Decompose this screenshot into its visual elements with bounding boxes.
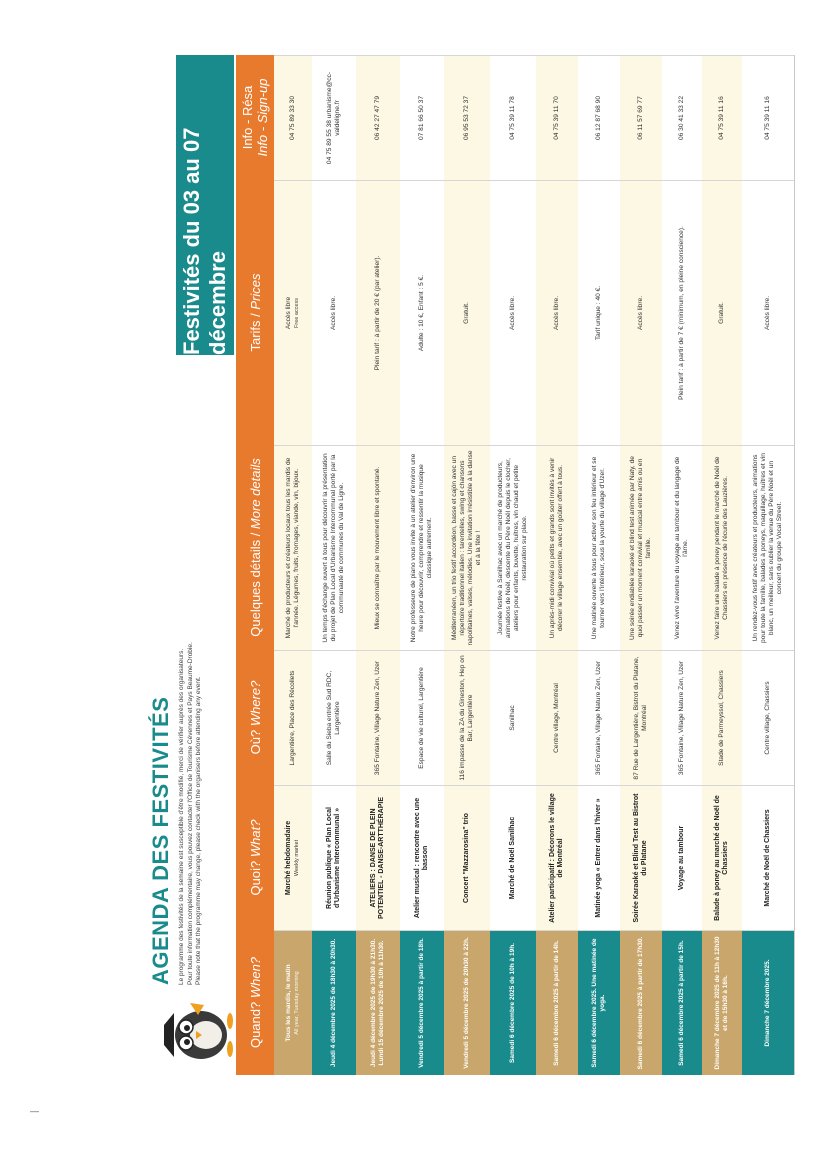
cell-what-text: Marché de Noël Sanilhac (508, 816, 516, 900)
cell-where-text: Espace de vie culturel, Largentière (417, 667, 425, 769)
cell-where-text: Centre village, Montréal (552, 683, 560, 753)
cell-details (356, 445, 400, 650)
cell-price-text: Accès libre. (329, 295, 337, 331)
cell-where-text: 87 Rue de Largentière, Bistrot du Platane, Montréal (632, 656, 648, 780)
cell-when (312, 930, 356, 1075)
cell-price (620, 180, 662, 445)
cell-what-text: Voyage au tambour (677, 825, 685, 891)
cell-details-text: Méditerranéen, un trio festif accordéon, basse et cajón avec un répertoire traditionnel italien : tarentelles, swing et chansons napolitaines, valses, mélodies. Une invitation irrésistible à la danse et à la fête ! (450, 450, 483, 646)
cell-where (312, 650, 356, 785)
cell-what-text: Soirée Karaoké et Blind Test au Bistrot du Platane (632, 793, 648, 923)
cell-when (620, 930, 662, 1075)
cell-price (536, 180, 578, 445)
cell-when-text: Jeudi 4 décembre 2025 de 18h30 à 20h30. (329, 938, 337, 1068)
cell-when (536, 930, 578, 1075)
mascot-logo (146, 995, 236, 1075)
cell-price (356, 180, 400, 445)
cell-what-text: Réunion publique « Plan Local d'Urbanisme Intercommunal » (325, 807, 341, 909)
cell-when-text: Dimanche 7 décembre 2025. (763, 959, 771, 1047)
cell-info-text: 04 75 89 55 38 urbanisme@cc-valdeligne.fr (325, 71, 341, 165)
cell-what-text: Marché de Noël de Chassiers (763, 809, 771, 907)
col-what-header: Quoi? What? (236, 785, 274, 930)
cell-info (702, 55, 742, 180)
cell-details (444, 445, 490, 650)
cell-info-text: 04 75 39 11 16 (717, 96, 725, 140)
cell-where-text: Centre village, Chassiers (763, 681, 771, 755)
cell-what (312, 785, 356, 930)
cell-details (536, 445, 578, 650)
cell-price-text: Tarif unique : 40 €. (594, 285, 602, 341)
cell-when (356, 930, 400, 1075)
cell-what-subtext: Weekly market (294, 839, 300, 877)
cell-where (356, 650, 400, 785)
cell-price-subtext: Free access (294, 298, 300, 328)
page-mark: — (30, 1106, 39, 1116)
agenda-title: AGENDA DES FESTIVITÉS (148, 696, 173, 985)
cell-when-text: Tous les mardis, le matin (284, 964, 292, 1042)
cell-details-text: Une matinée ouverte à tous pour activer son feu intérieur et se tourner vers l'intérieur, sous la yourte du village d'Uzer. (590, 456, 606, 640)
cell-what (702, 785, 742, 930)
cell-where (742, 650, 794, 785)
cell-what (620, 785, 662, 930)
cell-where-text: Salle du Sieba entrée Sud RDC, Largentière (325, 670, 341, 766)
cell-where-text: Sanilhac (508, 705, 516, 731)
cell-when (578, 930, 620, 1075)
cell-price (578, 180, 620, 445)
cell-info (578, 55, 620, 180)
cell-when (400, 930, 444, 1075)
cell-where-text: 365 Fontaine, Village Nature Zen, Uzer (677, 660, 685, 776)
table-row (356, 55, 401, 1075)
cell-what (742, 785, 794, 930)
cell-price (662, 180, 702, 445)
cell-info-text: 04 75 39 11 16 (763, 96, 771, 140)
cell-info (490, 55, 536, 180)
cell-what-text: Concert "Mazzarosina" trio (462, 813, 470, 903)
table-row (490, 55, 537, 1075)
cell-when-text: Vendredi 5 décembre 2025 de 20h30 à 22h. (462, 937, 470, 1069)
cell-info-text: 06 11 57 69 77 (636, 96, 644, 140)
cell-when-text: Samedi 6 décembre 2025 à partir de 15h. (677, 940, 685, 1066)
cell-what-text: Marché hebdomadaire (284, 820, 292, 896)
cell-when-text: Samedi 6 décembre 2025 de 10h à 19h. (508, 943, 516, 1063)
cell-info-text: 06 30 41 33 22 (677, 96, 685, 140)
table-row (536, 55, 579, 1075)
col-details-header: Quelques détails / More details (236, 445, 274, 650)
col-prices-header: Tarifs / Prices (236, 180, 274, 445)
cell-where (536, 650, 578, 785)
cell-where-text: Largentière, Place des Récollets (288, 670, 296, 766)
col-info-header: Info - Résa Info - Sign-up (236, 55, 274, 180)
cell-what (490, 785, 536, 930)
cell-details (742, 445, 794, 650)
cell-what-text: ATELIERS : DANSE DE PLEIN POTENTIEL - DANSE-ARTTHÉRAPIE (369, 797, 385, 919)
cell-what-text: Atelier musical : rencontre avec une basson (413, 797, 429, 919)
cell-where-text: 365 Fontaine, Village Nature Zen, Uzer (373, 660, 381, 776)
col-when-header: Quand? When? (236, 930, 274, 1075)
cell-info (742, 55, 794, 180)
cell-details (578, 445, 620, 650)
cell-info (274, 55, 312, 180)
cell-what (356, 785, 400, 930)
cell-price-text: Gratuit. (717, 302, 725, 324)
cell-when (274, 930, 312, 1075)
cell-what-text: Matinée yoga « Entrer dans l'hiver » (594, 798, 602, 918)
cell-where (400, 650, 444, 785)
cell-details-text: Venez vivre l'aventure du voyage au tambour et du langage de l'âme. (673, 456, 689, 640)
cell-where (702, 650, 742, 785)
cell-info (400, 55, 444, 180)
intro-line: Please note that the programme may change, please check with the organisers before attending any event. (195, 676, 202, 985)
cell-what-text: Atelier participatif : Décorons le village de Montréal (548, 793, 564, 923)
cell-where (578, 650, 620, 785)
cell-details (620, 445, 662, 650)
cell-info-text: 06 42 27 47 79 (373, 96, 381, 140)
cell-info-text: 07 81 66 50 37 (417, 96, 425, 140)
cell-details-text: Un temps d'échange ouvert à tous pour découvrir la présentation du projet de Plan Local d'Urbanisme Intercommunal porté par la communauté de communes du Val de Ligne. (321, 453, 346, 643)
cell-price (702, 180, 742, 445)
cell-info-text: 04 75 39 11 70 (552, 96, 560, 140)
cell-info-text: 06 12 87 68 90 (594, 96, 602, 140)
table-row (702, 55, 743, 1075)
table-row (444, 55, 491, 1075)
intro-line: Pour toute information complémentaire, vous pouvez contacter l'Office de Tourisme Cévennes et Pays Beaume-Drobie. (186, 642, 194, 985)
table-row (620, 55, 663, 1075)
cell-details (274, 445, 312, 650)
cell-what-text: Balade à poney au marché de Noël de Chassiers (713, 795, 729, 921)
cell-when (742, 930, 794, 1075)
cell-what (662, 785, 702, 930)
cell-info (620, 55, 662, 180)
cell-when-text: Samedi 6 décembre 2025 à partir de 14h. (552, 940, 560, 1066)
cell-when-subtext: All year, Tuesday morning (294, 971, 300, 1035)
cell-where-text: 365 Fontaine, Village Nature Zen, Uzer (594, 660, 602, 776)
cell-price (400, 180, 444, 445)
table-row (742, 55, 795, 1075)
cell-price (490, 180, 536, 445)
cell-details-text: Journée festive à Sanilhac avec un marché de producteurs, animations de Noël, descente du Père Noël depuis le clocher, ateliers pour enfants, buvette, huîtres, vin chaud et petite restauration sur place. (496, 458, 529, 638)
cell-price (274, 180, 312, 445)
cell-where (274, 650, 312, 785)
cell-where (662, 650, 702, 785)
cell-details-text: Un rendez-vous festif avec créateurs et producteurs, animations pour toute la famille, balades à poneys, maquillage, huîtres et vin blanc, un meilleur, sans oublier la venue du Père Noël et un concert du groupe Vocal Street. (751, 453, 784, 643)
cell-info (444, 55, 490, 180)
table-row (662, 55, 703, 1075)
cell-price-text: Accès libre. (636, 295, 644, 331)
cell-where-text: Stade de Parmeyssol, Chassiers (717, 670, 725, 766)
cell-where (444, 650, 490, 785)
table-row (578, 55, 621, 1075)
cell-when-text: Samedi 6 décembre 2025. Une matinée de yoga. (590, 938, 606, 1068)
cell-price (312, 180, 356, 445)
intro-line: Le programme des festivités de la semaine est susceptible d'être modifié, merci de vérifier auprès des organisateurs. (178, 648, 185, 985)
table-row (400, 55, 445, 1075)
cell-info-text: 04 75 89 33 30 (288, 96, 296, 140)
cell-details-text: Un après-midi convivial où petits et grands sont invités à venir décorer le village ensemble, avec un goûter offert à tous. (548, 457, 564, 639)
cell-details (662, 445, 702, 650)
table-row (274, 55, 313, 1075)
cell-details (702, 445, 742, 650)
cell-price-text: Plein tarif : à partir de 20 € (par atelier). (373, 255, 381, 371)
cell-details-text: Une soirée endiablée karaoké et blind test animée par Naty, de quoi passer un moment convivial et musical entre amis ou en famille. (628, 456, 653, 640)
cell-info (356, 55, 400, 180)
cell-details (312, 445, 356, 650)
cell-info (312, 55, 356, 180)
cell-price-text: Accès libre. (763, 295, 771, 331)
cell-when (444, 930, 490, 1075)
title-block (146, 585, 236, 985)
week-banner: Festivités du 03 au 07 décembre (176, 55, 234, 355)
cell-details-text: Venez faire une balade à poney pendant le marché de Noël de Chassiers en présence de l'écurie des Lauzières. (713, 456, 729, 640)
cell-where-text: 116 impasse de la ZA du Gineston, Hep on Bar, Largentière (458, 655, 474, 781)
cell-price (444, 180, 490, 445)
cell-what (578, 785, 620, 930)
cell-when-text: Vendredi 5 décembre 2025 à partir de 18h. (417, 938, 425, 1068)
cell-what (400, 785, 444, 930)
cell-what (274, 785, 312, 930)
cell-details (490, 445, 536, 650)
cell-price-text: Gratuit. (462, 302, 470, 324)
col-where-header: Où? Where? (236, 650, 274, 785)
cell-when (702, 930, 742, 1075)
cell-price-text: Accès libre. (552, 295, 560, 331)
cell-info (536, 55, 578, 180)
table-header (236, 55, 274, 1075)
cell-price-text: Plein tarif : à partir de 7 € (minimum, en pleine conscience). (677, 226, 685, 400)
cell-when-text: Dimanche 7 décembre 2025 de 11h à 12h30 et de 15h30 à 16h. (713, 936, 729, 1070)
cell-price-text: Adulte : 10 €, Enfant : 5 €. (417, 274, 425, 352)
table-row (312, 55, 357, 1075)
cell-when (490, 930, 536, 1075)
cell-when-text: Jeudi 4 décembre 2025 de 19h30 à 21h30. Lundi 15 décembre 2025 de 10h à 11h30. (369, 938, 385, 1068)
cell-info-text: 04 75 39 11 78 (508, 96, 516, 140)
cell-details-text: Mieux se connaître par le mouvement libre et spontané. (373, 466, 381, 630)
cell-details-text: Marché de producteurs et créateurs locaux tous les mardis de l'année. Légumes, fruits, fromages, viande, vin, bijoux. (284, 457, 300, 639)
cell-info-text: 06 95 53 72 37 (462, 96, 470, 140)
cell-price-text: Accès libre (284, 296, 292, 330)
cell-when (662, 930, 702, 1075)
cell-price-text: Accès libre. (508, 295, 516, 331)
cell-where (620, 650, 662, 785)
cell-what (536, 785, 578, 930)
cell-info (662, 55, 702, 180)
agenda-sheet (146, 55, 798, 1075)
cell-details-text: Notre professeure de piano vous invite à un atelier d'environ une heure pour découvrir, comprendre et ressentir la musique classique autrement. (409, 453, 434, 643)
cell-details (400, 445, 444, 650)
cell-when-text: Samedi 6 décembre 2025 à partir de 17h30. (636, 936, 644, 1070)
cell-where (490, 650, 536, 785)
cell-what (444, 785, 490, 930)
cell-price (742, 180, 794, 445)
